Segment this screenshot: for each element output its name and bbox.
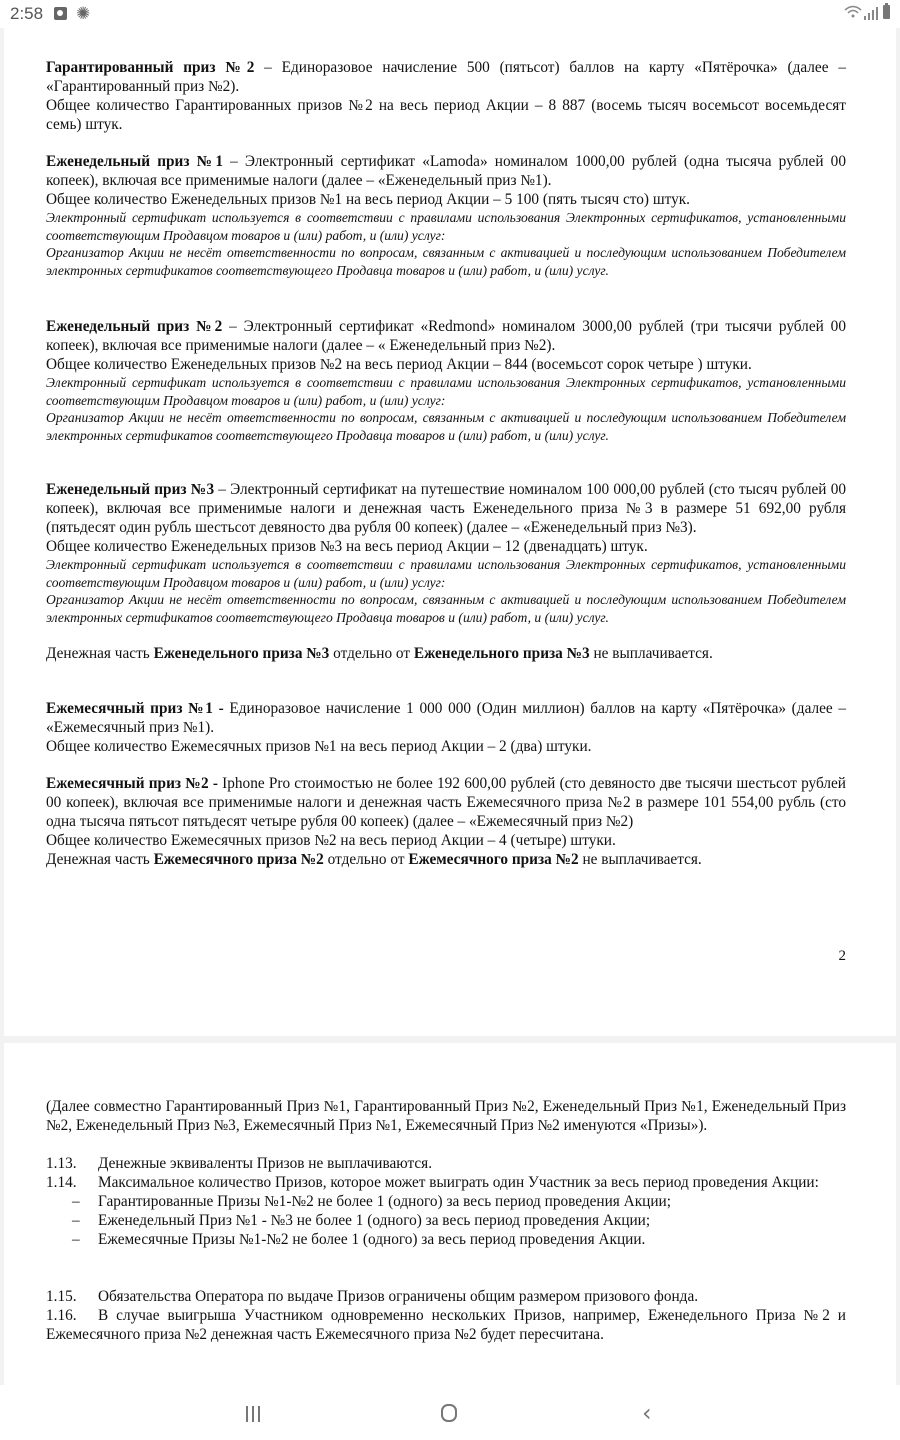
back-icon: ‹ <box>642 1399 652 1427</box>
recents-icon <box>246 1406 248 1422</box>
list-item: – Еженедельный Приз №1 - №3 не более 1 (одного) за весь период проведения Акции; <box>72 1212 651 1229</box>
cash-part-note: Денежная часть Еженедельного приза №3 отдельно от Еженедельного приза №3 не выплачивается. <box>46 645 713 662</box>
section-title: Ежемесячный приз №1 - <box>46 700 224 717</box>
organizer-disclaimer: Организатор Акции не несёт ответственности по вопросам, связанным с активацией и последующим использованием Победителем электронных сертификатов соответствующего Продавца товаров и (или) работ, и (или) услуг. <box>46 410 846 443</box>
prizes-definition: (Далее совместно Гарантированный Приз №1, Гарантированный Приз №2, Еженедельный Приз №1, Еженедельный Приз №2, Еженедельный Приз №3, Ежемесячный Приз №1, Ежемесячный Приз №2 именуются «Призы»). <box>46 1098 846 1134</box>
wifi-icon <box>844 5 862 22</box>
document-page-2 <box>4 1043 896 1403</box>
list-item: – Ежемесячные Призы №1-№2 не более 1 (одного) за весь период проведения Акции. <box>72 1231 646 1248</box>
weekly-prize-1-section: Еженедельный приз №1 – Электронный сертификат «Lamoda» номиналом 1000,00 рублей (одна тысяча рублей 00 копеек), включая все применимые налоги (далее – «Еженедельный приз №1). Общее количество Еженедельных призов №1 на весь период Акции – 5 100 (пять тысяч сто) штук. Электронный сертификат используется в соответствии с правилами использования Электронных сертификатов, установленными соответствующим Продавцом товаров и (или) работ, и (или) услуг: Организатор Акции не несёт ответственности по вопросам, связанным с активацией и последующим использованием Победителем электронных сертификатов соответствующего Продавца товаров и (или) работ, и (или) услуг. <box>46 153 846 278</box>
weekly-prize-2-section: Еженедельный приз №2 – Электронный сертификат «Redmond» номиналом 3000,00 рублей (три тысячи рублей 00 копеек), включая все применимые налоги (далее – « Еженедельный приз №2). Общее количество Еженедельных призов №2 на весь период Акции – 844 (восемьсот сорок четыре ) штуки. Электронный сертификат используется в соответствии с правилами использования Электронных сертификатов, установленными соответствующим Продавцом товаров и (или) работ, и (или) услуг: Организатор Акции не несёт ответственности по вопросам, связанным с активацией и последующим использованием Победителем электронных сертификатов соответствующего Продавца товаров и (или) работ, и (или) услуг. <box>46 318 846 443</box>
weekly-prize-3-section: Еженедельный приз №3 – Электронный сертификат на путешествие номиналом 100 000,00 рублей (сто тысяч рублей 00 копеек), включая все применимые налоги и денежная часть Еженедельного приза №3 в размере 51 692,00 рубля (пятьдесят один рубль шестьсот девяносто два рубля 00 копеек) (далее – «Еженедельный приз №3). Общее количество Еженедельных призов №3 на весь период Акции – 12 (двенадцать) штук. Электронный сертификат используется в соответствии с правилами использования Электронных сертификатов, установленными соответствующим Продавцом товаров и (или) работ, и (или) услуг: Организатор Акции не несёт ответственности по вопросам, связанным с активацией и последующим использованием Победителем электронных сертификатов соответствующего Продавца товаров и (или) работ, и (или) услуг. Денежная часть Еженедельного приза №3 отдельно от Еженедельного приза №3 не выплачивается. <box>46 481 846 662</box>
recents-button[interactable] <box>244 1406 262 1422</box>
back-button[interactable] <box>642 1399 652 1427</box>
cash-part-note: Денежная часть Ежемесячного приза №2 отдельно от Ежемесячного приза №2 не выплачивается. <box>46 851 702 868</box>
organizer-disclaimer: Организатор Акции не несёт ответственности по вопросам, связанным с активацией и последующим использованием Победителем электронных сертификатов соответствующего Продавца товаров и (или) работ, и (или) услуг. <box>46 592 846 625</box>
clause-1-13: 1.13. Денежные эквиваленты Призов не выплачиваются. <box>46 1155 433 1172</box>
section-title: Еженедельный приз №3 <box>46 481 215 498</box>
certificate-note: Электронный сертификат используется в соответствии с правилами использования Электронных сертификатов, установленными соответствующим Продавцом товаров и (или) работ, и (или) услуг: <box>46 557 846 590</box>
prize-count: Общее количество Ежемесячных призов №2 на весь период Акции – 4 (четыре) штуки. <box>46 832 616 849</box>
camera-aperture-icon: ✺ <box>76 4 91 23</box>
prize-count: Общее количество Ежемесячных призов №1 на весь период Акции – 2 (два) штуки. <box>46 738 592 755</box>
section-title: Гарантированный приз №2 <box>46 59 255 76</box>
section-title: Ежемесячный приз №2 - <box>46 775 218 792</box>
status-time: 2:58 <box>10 4 44 23</box>
cellular-signal-icon <box>864 6 878 20</box>
page-number: 2 <box>838 948 846 964</box>
organizer-disclaimer: Организатор Акции не несёт ответственности по вопросам, связанным с активацией и последующим использованием Победителем электронных сертификатов соответствующего Продавца товаров и (или) работ, и (или) услуг. <box>46 245 846 278</box>
monthly-prize-1-section: Ежемесячный приз №1 - Единоразовое начисление 1 000 000 (Один миллион) баллов на карту «Пятёрочка» (далее – «Ежемесячный приз №1). Общее количество Ежемесячных призов №1 на весь период Акции – 2 (два) штуки. <box>46 700 846 755</box>
gallery-notification-icon <box>54 7 67 20</box>
document-page-1 <box>4 28 896 1036</box>
certificate-note: Электронный сертификат используется в соответствии с правилами использования Электронных сертификатов, установленными соответствующим Продавцом товаров и (или) работ, и (или) услуг: <box>46 210 846 243</box>
prize-limits-list <box>46 1192 846 1249</box>
clause-1-14: 1.14. Максимальное количество Призов, которое может выиграть один Участник за весь период проведения Акции: <box>46 1174 819 1191</box>
home-button[interactable] <box>441 1404 457 1422</box>
section-title: Еженедельный приз №1 <box>46 153 223 170</box>
prize-count: Общее количество Гарантированных призов №2 на весь период Акции – 8 887 (восемь тысяч восемьсот восемьдесят семь) штук. <box>46 97 846 133</box>
section-title: Еженедельный приз №2 <box>46 318 223 335</box>
prize-count: Общее количество Еженедельных призов №2 на весь период Акции – 844 (восемьсот сорок четыре ) штуки. <box>46 356 752 373</box>
prize-count: Общее количество Еженедельных призов №3 на весь период Акции – 12 (двенадцать) штук. <box>46 538 648 555</box>
status-bar <box>0 0 900 28</box>
certificate-note: Электронный сертификат используется в соответствии с правилами использования Электронных сертификатов, установленными соответствующим Продавцом товаров и (или) работ, и (или) услуг: <box>46 375 846 408</box>
guaranteed-prize-2-section: Гарантированный приз №2 – Единоразовое начисление 500 (пятьсот) баллов на карту «Пятёрочка» (далее – «Гарантированный приз №2). Общее количество Гарантированных призов №2 на весь период Акции – 8 887 (восемь тысяч восемьсот восемьдесят семь) штук. <box>46 59 846 133</box>
clause-1-16: 1.16. В случае выигрыша Участником одновременно нескольких Призов, например, Еженедельного Приза №2 и Ежемесячного приза №2 денежная часть Ежемесячного приза №2 будет пересчитана. <box>46 1307 846 1343</box>
prize-count: Общее количество Еженедельных призов №1 на весь период Акции – 5 100 (пять тысяч сто) штук. <box>46 191 690 208</box>
page-2-content <box>46 1097 846 1344</box>
clause-1-15: 1.15. Обязательства Оператора по выдаче Призов ограничены общим размером призового фонда. <box>46 1288 699 1305</box>
monthly-prize-2-section: Ежемесячный приз №2 - Iphone Pro стоимостью не более 192 600,00 рублей (сто девяносто две тысячи шестьсот рублей 00 копеек), включая все применимые налоги и денежная часть Ежемесячного приза №2 в размере 101 554,00 рубль (сто одна тысяча пятьсот пятьдесят четыре рубля 00 копеек) (далее – «Ежемесячный приз №2) Общее количество Ежемесячных призов №2 на весь период Акции – 4 (четыре) штуки. Денежная часть Ежемесячного приза №2 отдельно от Ежемесячного приза №2 не выплачивается. <box>46 775 846 868</box>
battery-icon <box>883 5 890 19</box>
list-item: – Гарантированные Призы №1-№2 не более 1 (одного) за весь период проведения Акции; <box>72 1193 671 1210</box>
navigation-bar <box>0 1385 900 1440</box>
